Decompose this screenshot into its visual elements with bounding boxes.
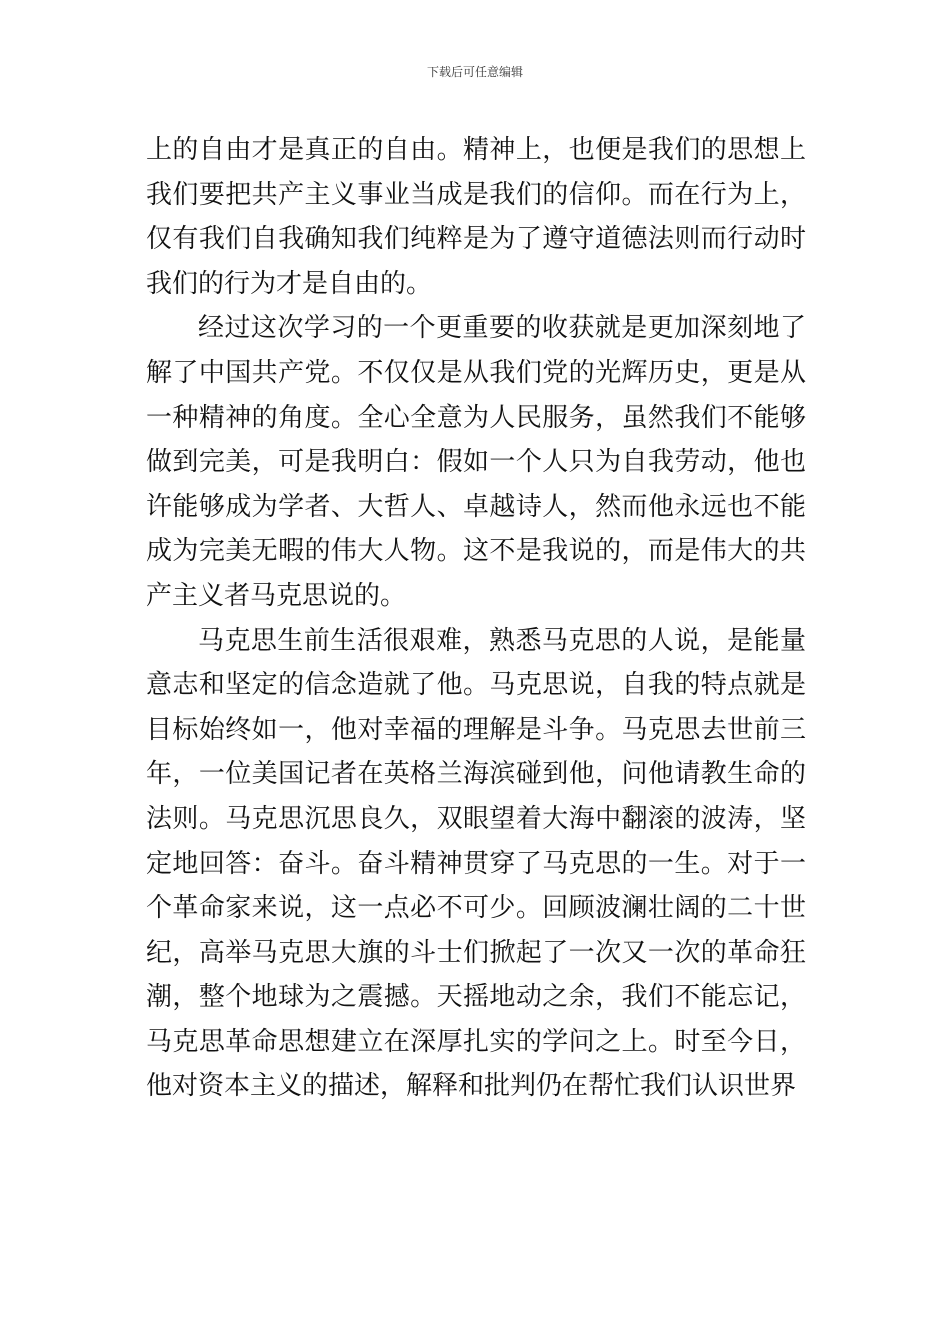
page-header: 下载后可任意编辑 (426, 65, 523, 79)
body-text (146, 128, 806, 1109)
paragraph-3: 马克思生前生活很艰难，熟悉马克思的人说，是能量意志和坚定的信念造就了他。马克思说，自我的特点就是目标始终如一，他对幸福的理解是斗争。马克思去世前三年，一位美国记者在英格兰海滨碰到他，问他请教生命的法则。马克思沉思良久，双眼望着大海中翻滚的波涛，坚定地回答：奋斗。奋斗精神贯穿了马克思的一生。对于一个革命家来说，这一点必不可少。回顾波澜壮阔的二十世纪，高举马克思大旗的斗士们掀起了一次又一次的革命狂潮，整个地球为之震撼。天摇地动之余，我们不能忘记，马克思革命思想建立在深厚扎实的学问之上。时至今日，他对资本主义的描述，解释和批判仍在帮忙我们认识世界 (146, 625, 806, 1102)
paragraph-1: 上的自由才是真正的自由。精神上，也便是我们的思想上我们要把共产主义事业当成是我们的信仰。而在行为上，仅有我们自我确知我们纯粹是为了遵守道德法则而行动时我们的行为才是自由的。 (146, 135, 806, 299)
paragraph-2: 经过这次学习的一个更重要的收获就是更加深刻地了解了中国共产党。不仅仅是从我们党的光辉历史，更是从一种精神的角度。全心全意为人民服务，虽然我们不能够做到完美，可是我明白：假如一个人只为自我劳动，他也许能够成为学者、大哲人、卓越诗人，然而他永远也不能成为完美无暇的伟大人物。这不是我说的，而是伟大的共产主义者马克思说的。 (146, 313, 806, 611)
